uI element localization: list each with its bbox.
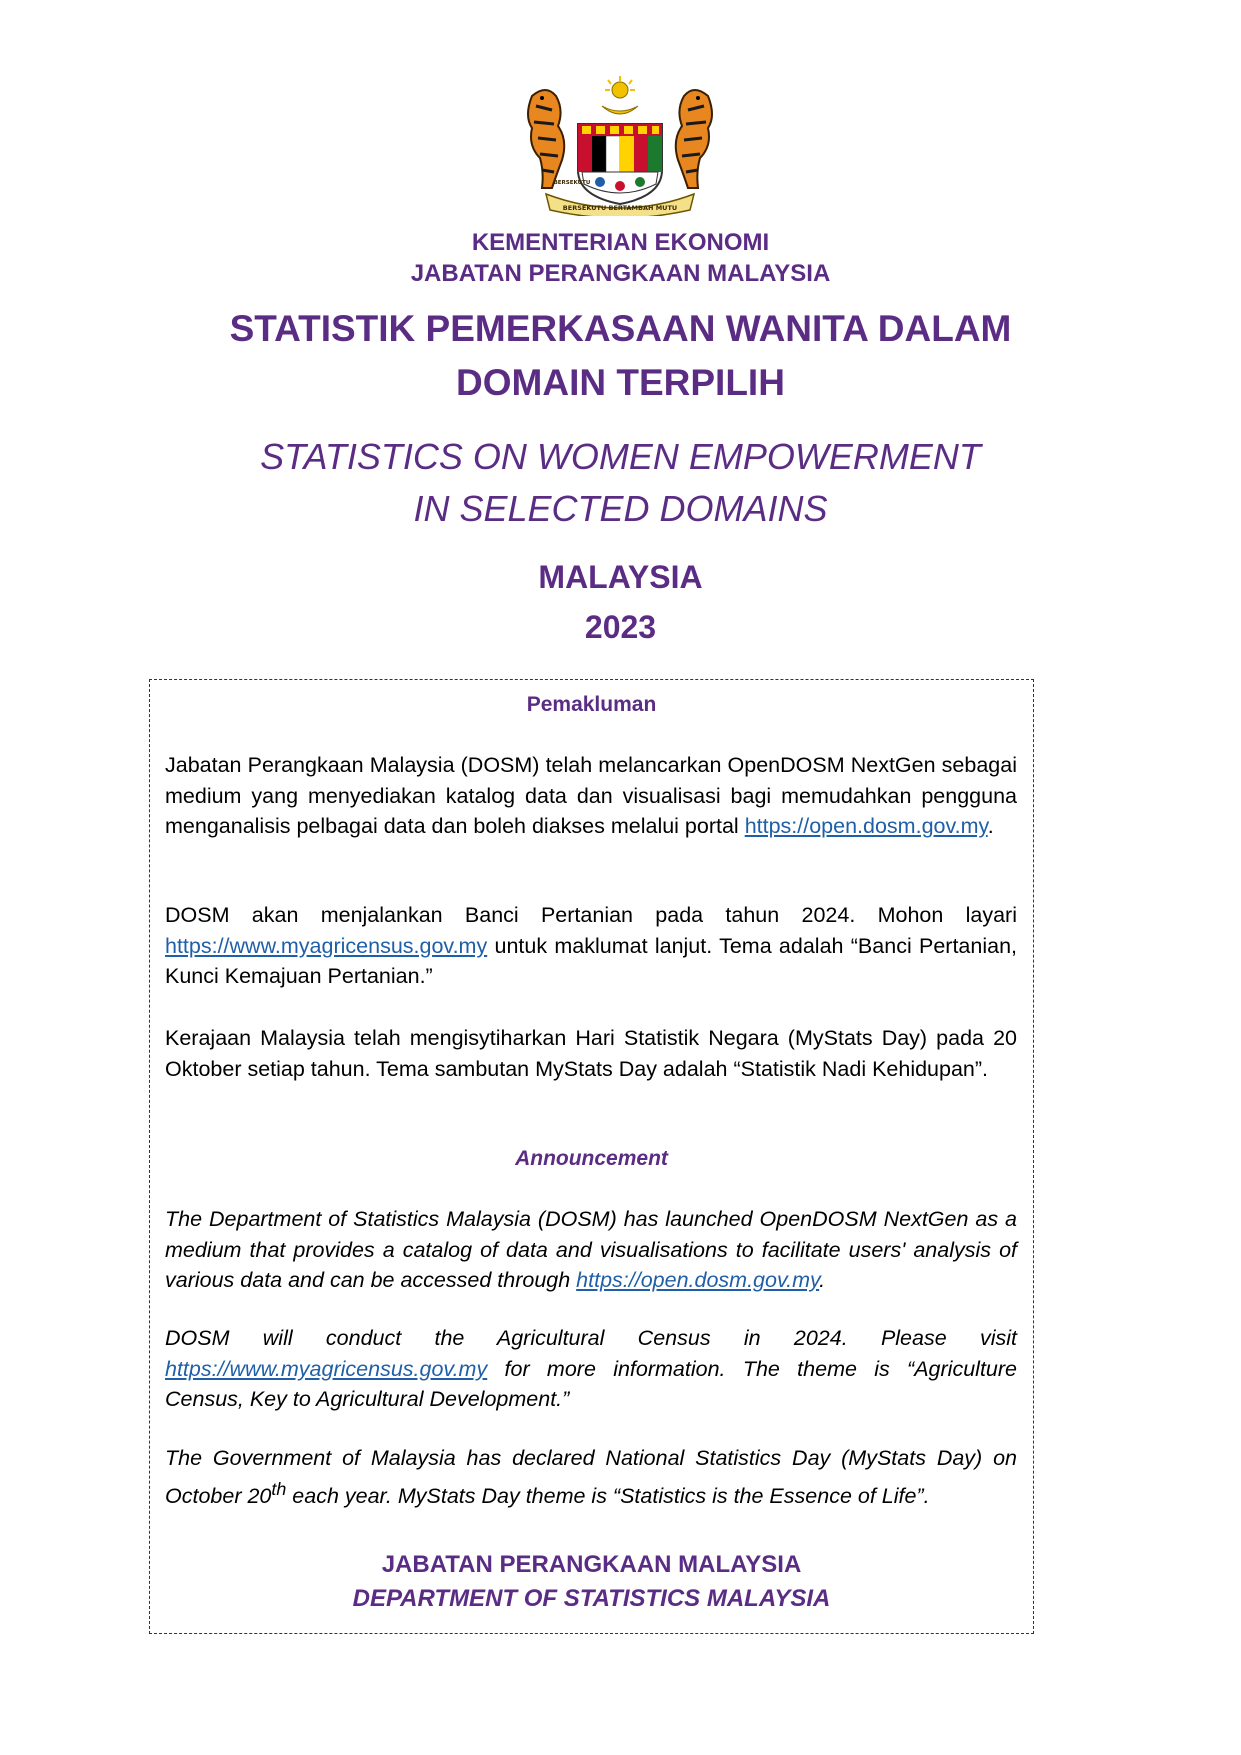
svg-text:BERSEKUTU: BERSEKUTU	[553, 180, 591, 186]
paragraph-text: DOSM will conduct the Agricultural Census in 2024. Please visit	[165, 1326, 1017, 1350]
title-english-line-1: STATISTICS ON WOMEN EMPOWERMENT	[260, 436, 981, 477]
shield-icon	[578, 124, 662, 204]
announcement-paragraph-english-3	[165, 1443, 1017, 1511]
paragraph-text: DOSM akan menjalankan Banci Pertanian pada tahun 2024. Mohon layari	[165, 903, 1017, 927]
announcement-heading-malay: Pemakluman	[526, 693, 657, 716]
announcement-paragraph-malay-3: Kerajaan Malaysia telah mengisytiharkan Hari Statistik Negara (MyStats Day) pada 20 Oktober setiap tahun. Tema sambutan MyStats Day adalah “Statistik Nadi Kehidupan”.	[165, 1026, 1017, 1081]
country-label: MALAYSIA	[538, 559, 703, 595]
paragraph-text: each year. MyStats Day theme is “Statistics is the Essence of Life”.	[286, 1483, 930, 1508]
myagricensus-link[interactable]: https://www.myagricensus.gov.my	[165, 1356, 488, 1381]
announcement-heading-english: Announcement	[515, 1147, 668, 1170]
announcement-paragraph-malay-2	[165, 900, 1017, 992]
title-english-line-2: IN SELECTED DOMAINS	[413, 488, 828, 529]
announcement-paragraph-english-2	[165, 1323, 1017, 1415]
year-label: 2023	[584, 609, 657, 645]
announcement-paragraph-english-1	[165, 1204, 1017, 1296]
footer-department-malay: JABATAN PERANGKAAN MALAYSIA	[381, 1551, 802, 1578]
ministry-name: KEMENTERIAN EKONOMI	[471, 229, 770, 256]
right-tiger-icon	[676, 90, 712, 188]
paragraph-text: Jabatan Perangkaan Malaysia (DOSM) telah melancarkan OpenDOSM NextGen sebagai medium yang menyediakan katalog data dan visualisasi bagi memudahkan pengguna menganalisis pelbagai data dan boleh diakses melalui portal	[165, 753, 1017, 838]
paragraph-text: .	[819, 1268, 826, 1292]
left-tiger-icon	[528, 90, 564, 188]
opendosm-link[interactable]: https://open.dosm.gov.my	[576, 1268, 820, 1292]
title-malay-line-2: DOMAIN TERPILIH	[456, 362, 785, 403]
paragraph-text: .	[987, 814, 994, 838]
announcement-box	[149, 679, 1034, 1634]
ordinal-suffix: th	[271, 1478, 287, 1499]
coat-of-arms-logo	[512, 76, 728, 216]
opendosm-link[interactable]: https://open.dosm.gov.my	[744, 814, 988, 838]
paragraph-text: The Government of Malaysia has declared National Statistics Day (MyStats Day) on October 20	[165, 1446, 1017, 1508]
svg-text:BERSEKUTU BERTAMBAH MUTU: BERSEKUTU BERTAMBAH MUTU	[562, 204, 678, 212]
paragraph-text: untuk maklumat lanjut. Tema adalah “Banci Pertanian, Kunci Kemajuan Pertanian.”	[165, 933, 1017, 988]
paragraph-text: The Department of Statistics Malaysia (DOSM) has launched OpenDOSM NextGen as a medium that provides a catalog of data and visualisations to facilitate users' analysis of various data and can be accessed through	[165, 1207, 1017, 1292]
star-icon	[605, 76, 635, 98]
title-malay-line-1: STATISTIK PEMERKASAAN WANITA DALAM	[229, 308, 1012, 349]
paragraph-text: for more information. The theme is “Agriculture Census, Key to Agricultural Development.”	[165, 1356, 1017, 1411]
department-name: JABATAN PERANGKAAN MALAYSIA	[410, 260, 831, 287]
myagricensus-link[interactable]: https://www.myagricensus.gov.my	[165, 933, 488, 958]
announcement-paragraph-malay-1	[165, 750, 1017, 842]
footer-department-english: DEPARTMENT OF STATISTICS MALAYSIA	[352, 1585, 831, 1612]
